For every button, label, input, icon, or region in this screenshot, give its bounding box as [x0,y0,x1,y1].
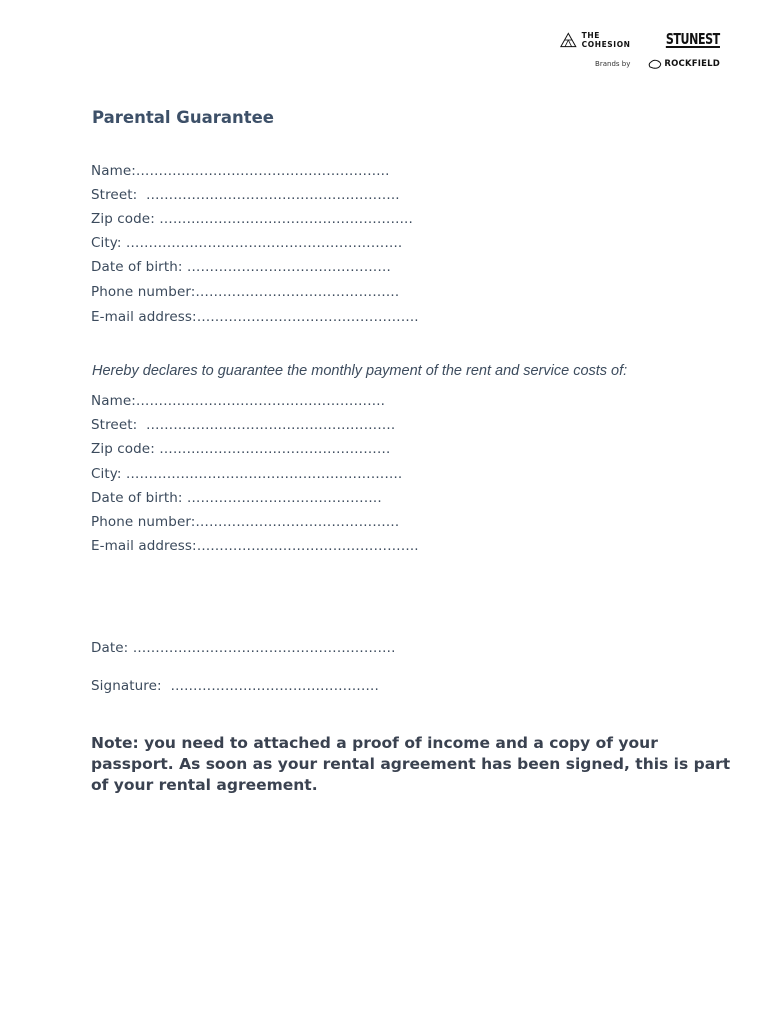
tenant-email-field[interactable]: E-mail address:…………………………………………. [91,538,419,554]
guarantor-email-field[interactable]: E-mail address:…………………………………………. [91,309,419,325]
document-title: Parental Guarantee [92,108,274,127]
tenant-dob-field[interactable]: Date of birth: ……………………………………. [91,490,382,506]
stunest-logo: STUNEST [666,30,720,48]
rockfield-logo-text: ROCKFIELD [664,59,720,69]
guarantor-phone-field[interactable]: Phone number:……………………………………… [91,284,400,300]
guarantor-zip-field[interactable]: Zip code: ……………………………………………….. [91,211,413,227]
rockfield-logo [648,59,720,69]
tenant-phone-field[interactable]: Phone number:……………………………………… [91,514,400,530]
tenant-name-field[interactable]: Name:………………………………………………. [91,393,386,409]
note-text: Note: you need to attached a proof of income and a copy of your passport. As soon as your rental agreement has been signed, this is part of your rental agreement. [91,734,731,794]
guarantor-name-field[interactable]: Name:……………………………………………….. [91,163,390,179]
guarantor-dob-field[interactable]: Date of birth: ……………………………………… [91,259,391,275]
cohesion-logo-text: THE COHESION [581,31,631,49]
cohesion-logo [560,31,640,49]
brand-logos [560,31,720,73]
tenant-zip-field[interactable]: Zip code: …………………………………………… [91,441,391,457]
rockfield-stone-icon [648,59,662,69]
tenant-city-field[interactable]: City: ……………………………………………………. [91,466,403,482]
signature-field[interactable]: Signature: ………………………………………. [91,678,379,694]
declaration-text: Hereby declares to guarantee the monthly payment of the rent and service costs of: [92,363,628,379]
guarantor-city-field[interactable]: City: ……………………………………………………. [91,235,403,251]
guarantor-street-field[interactable]: Street: ……………………………………………….. [91,187,400,203]
tenant-street-field[interactable]: Street: ………………………………………………. [91,417,396,433]
cohesion-triangle-icon [560,31,577,49]
date-field[interactable]: Date: …………………………………………………. [91,640,396,656]
brands-by-text: Brands by [595,60,631,68]
